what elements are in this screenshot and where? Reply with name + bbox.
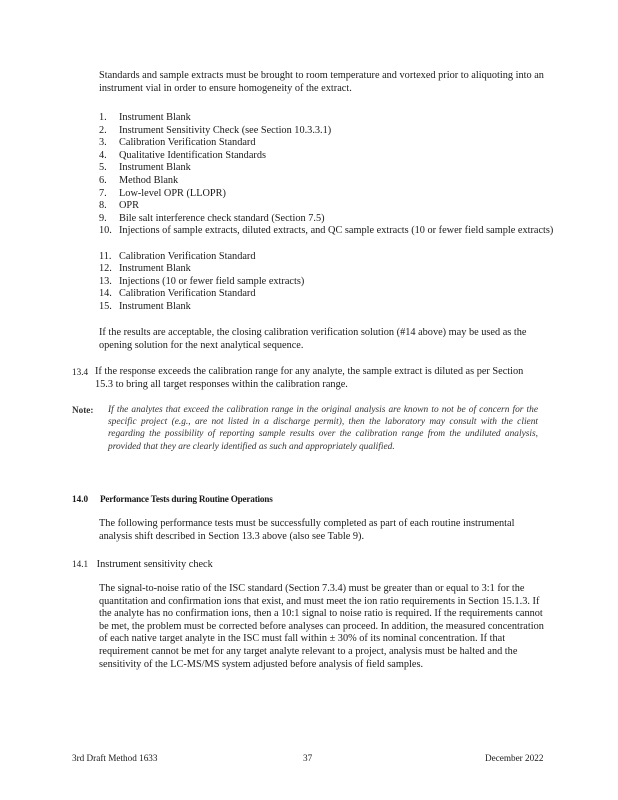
section-14-1-text: The signal-to-noise ratio of the ISC standard (Section 7.3.4) must be greater than or equal to 3:1 for the quantitation and confirmation ions that exist, and must meet the ion ratio requirements in Section 15.1.3. If the analyte has no confirmation ions, then a 10:1 signal to noise ratio is required. If the requirements cannot be met, the problem must be corrected before analyses can proceed. In addition, the measured concentration of each native target analyte in the ISC must fall within ± 30% of its nominal concentration. If that requirement cannot be met for any target analyte relevant to a project, analysis must be halted and the sensitivity of the LC-MS/MS system adjusted before analysis of field samples. <box>99 583 544 670</box>
footer-method-label: 3rd Draft Method 1633 <box>72 753 158 763</box>
note-text: If the analytes that exceed the calibration range in the original analysis are known to not be of concern for the specific project (e.g., are not listed in a discharge permit), then the laboratory may consult with the client regarding the possibility of reporting sample results over the calibration range from the undiluted analysis, provided that they are clearly identified as such and appropriately qualified. <box>108 405 538 452</box>
section-14-1-title: Instrument sensitivity check <box>96 559 213 570</box>
section-14-0-number: 14.0 <box>72 494 89 504</box>
section-14-1-heading <box>72 558 213 572</box>
section-14-1-number: 14.1 <box>72 559 89 569</box>
list-item: 12. Instrument Blank <box>99 263 191 275</box>
closing-paragraph: If the results are acceptable, the closing calibration verification solution (#14 above) may be used as the opening solution for the next analytical sequence. <box>99 327 527 351</box>
section-14-0-text: The following performance tests must be successfully completed as part of each routine instrumental analysis shift described in Section 13.3 above (also see Table 9). <box>99 518 515 542</box>
section-13-4-text: If the response exceeds the calibration range for any analyte, the sample extract is diluted as per Section 15.3 to bring all target responses within the calibration range. <box>95 366 524 390</box>
list-item: 6. Method Blank <box>99 174 179 186</box>
list-item: 3. Calibration Verification Standard <box>99 137 256 149</box>
footer-date: December 2022 <box>485 753 544 763</box>
list-item: 15. Instrument Blank <box>99 300 191 312</box>
list-item: 5. Instrument Blank <box>99 162 191 174</box>
list-item: 14. Calibration Verification Standard <box>99 288 256 300</box>
section-13-4-number: 13.4 <box>72 367 89 377</box>
footer-page-number: 37 <box>303 753 313 763</box>
list-item: 10. Injections of sample extracts, diluted extracts, and QC sample extracts (10 or fewer field sample extracts) <box>99 225 554 237</box>
list-item: 8. OPR <box>99 200 140 212</box>
list-item: 11. Calibration Verification Standard <box>99 250 256 262</box>
list-item: 4. Qualitative Identification Standards <box>99 149 266 161</box>
list-item: 13. Injections (10 or fewer field sample extracts) <box>99 275 305 287</box>
list-item: 9. Bile salt interference check standard (Section 7.5) <box>99 212 325 224</box>
list-item: 2. Instrument Sensitivity Check (see Section 10.3.3.1) <box>99 124 332 136</box>
list-item: 1. Instrument Blank <box>99 112 191 123</box>
intro-paragraph: Standards and sample extracts must be brought to room temperature and vortexed prior to aliquoting into an instrument vial in order to ensure homogeneity of the extract. <box>99 70 544 94</box>
section-14-0-title: Performance Tests during Routine Operations <box>100 494 273 504</box>
note-label: Note: <box>72 405 94 415</box>
analytical-sequence-list <box>99 112 559 314</box>
section-14-0-heading <box>72 493 273 506</box>
list-item: 7. Low-level OPR (LLOPR) <box>99 187 226 199</box>
